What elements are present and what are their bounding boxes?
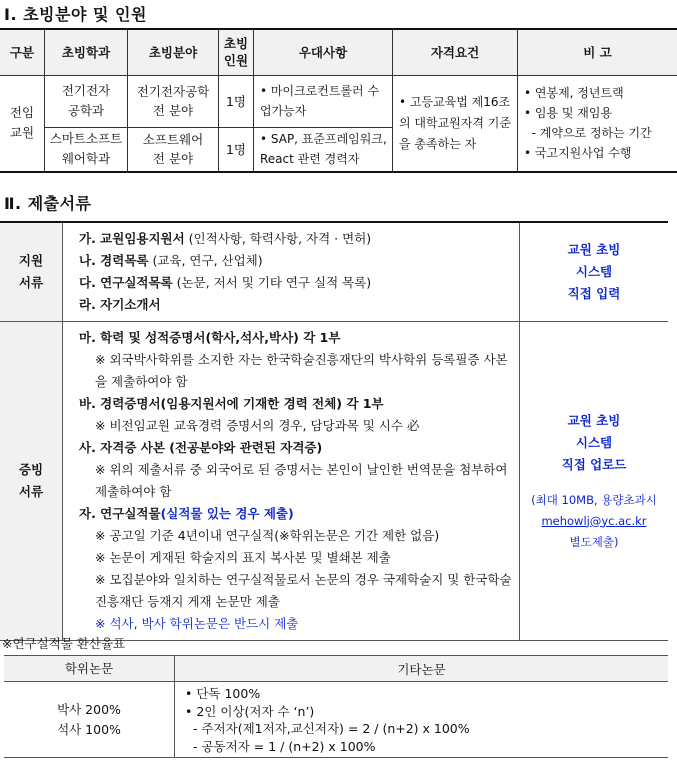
remark-line: • 연봉제, 정년트랙 (524, 86, 624, 101)
header-qualification: 자격요건 (393, 29, 518, 75)
preference-text: • SAP, 표준프레임워크, React 관련 경력자 (260, 132, 387, 167)
field-cell: 전기전자공학 전 분야 (128, 75, 219, 127)
qualification-cell (393, 75, 518, 172)
list-item: 마. 학력 및 성적증명서(학사,석사,박사) 각 1부 (79, 330, 341, 345)
side-line: 교원 초빙 (567, 412, 621, 428)
rate-line: • 단독 100% (185, 686, 261, 701)
dept-cell: 스마트소프트 웨어학과 (45, 127, 128, 172)
side-line: 시스템 (575, 264, 613, 279)
other-rates (175, 682, 669, 758)
dept-cell: 전기전자 공학과 (45, 75, 128, 127)
email-link[interactable]: mehowlj@yc.ac.kr (541, 513, 647, 528)
preference-cell (254, 127, 393, 172)
table-row (4, 682, 668, 758)
side-note: (최대 10MB, 용량초과시 (531, 492, 657, 507)
rate-line: • 2인 이상(저자 수 ‘n’) (185, 703, 315, 719)
group-label: 증빙 서류 (0, 322, 63, 641)
table-row (0, 75, 677, 127)
thesis-rates (4, 682, 175, 758)
conversion-table-caption: ※연구실적물 환산율표 (2, 636, 126, 651)
remark-line: • 국고지원사업 수행 (524, 146, 632, 161)
header-thesis: 학위논문 (4, 656, 175, 682)
list-item: 다. 연구실적목록 (논문, 저서 및 기타 연구 실적 목록) (79, 275, 372, 290)
remark-line: - 계약으로 정하는 기간 (524, 126, 652, 141)
side-line: 시스템 (575, 434, 613, 450)
table-header-row (4, 656, 668, 682)
side-line: 교원 초빙 (567, 242, 621, 257)
list-item: 바. 경력증명서(임용지원서에 기재한 경력 전체) 각 1부 (79, 396, 384, 411)
rate-line: - 주저자(제1저자,교신저자) = 2 / (n+2) x 100% (193, 721, 470, 736)
note: ※ 공고일 기준 4년이내 연구실적(※학위논문은 기간 제한 없음) (95, 528, 440, 543)
side-line: 직접 업로드 (561, 456, 627, 472)
category-cell: 전임 교원 (0, 75, 45, 172)
list-item: 나. 경력목록 (교육, 연구, 산업체) (79, 253, 263, 268)
header-category: 구분 (0, 29, 45, 75)
documents-table (0, 221, 668, 641)
conversion-table (4, 655, 668, 758)
table-header-row (0, 29, 677, 75)
note: ※ 위의 제출서류 중 외국어로 된 증명서는 본인이 날인한 번역문을 첨부하여 제출하여야 함 (95, 462, 508, 499)
proof-docs (63, 322, 520, 641)
qualification-text: • 고등교육법 제16조의 대학교원자격 기준을 총족하는 자 (399, 94, 511, 151)
table-row (0, 322, 668, 641)
header-count: 초빙 인원 (219, 29, 254, 75)
note: ※ 외국박사학위를 소지한 자는 한국학술진흥재단의 박사학위 등록필증 사본을 제출하여야 함 (95, 352, 508, 389)
note: ※ 논문이 게재된 학술지의 표지 복사본 및 별쇄본 제출 (95, 550, 391, 565)
list-item: 라. 자기소개서 (79, 297, 161, 312)
preference-text: • 마이크로컨트롤러 수업가능자 (260, 84, 380, 118)
application-docs (63, 222, 520, 322)
rate-line: - 공동저자 = 1 / (n+2) x 100% (193, 738, 376, 754)
header-preference: 우대사항 (254, 29, 393, 75)
side-note: 별도제출) (569, 534, 619, 549)
remark-line: • 임용 및 재임용 (524, 106, 613, 121)
side-line: 직접 입력 (567, 286, 621, 301)
header-field: 초빙분야 (128, 29, 219, 75)
section1-title: Ⅰ. 초빙분야 및 인원 (4, 5, 147, 24)
recruitment-table (0, 28, 677, 173)
list-item: 사. 자격증 사본 (전공분야와 관련된 자격증) (79, 440, 323, 455)
submission-method (520, 222, 669, 322)
section2-title: Ⅱ. 제출서류 (4, 194, 92, 213)
preference-cell (254, 75, 393, 127)
list-item: 가. 교원임용지원서 (인적사항, 학력사항, 자격 · 면허) (79, 231, 372, 246)
rate-line: 석사 100% (57, 721, 121, 737)
submission-method (520, 322, 669, 641)
count-cell: 1명 (219, 127, 254, 172)
rate-line: 박사 200% (57, 701, 121, 717)
table-row (0, 222, 668, 322)
header-dept: 초빙학과 (45, 29, 128, 75)
list-item: 자. 연구실적물(실적물 있는 경우 제출) (79, 506, 294, 521)
note: ※ 모집분야와 일치하는 연구실적물로서 논문의 경우 국제학술지 및 한국학술진흥재단 등재지 게재 논문만 제출 (95, 572, 512, 609)
count-cell: 1명 (219, 75, 254, 127)
header-other: 기타논문 (175, 656, 669, 682)
note: ※ 비전임교원 교육경력 증명서의 경우, 담당과목 및 시수 必 (95, 418, 420, 433)
field-cell: 소프트웨어 전 분야 (128, 127, 219, 172)
header-remarks: 비 고 (518, 29, 677, 75)
remarks-cell (518, 75, 677, 172)
group-label: 지원 서류 (0, 222, 63, 322)
note: ※ 석사, 박사 학위논문은 반드시 제출 (95, 616, 299, 631)
